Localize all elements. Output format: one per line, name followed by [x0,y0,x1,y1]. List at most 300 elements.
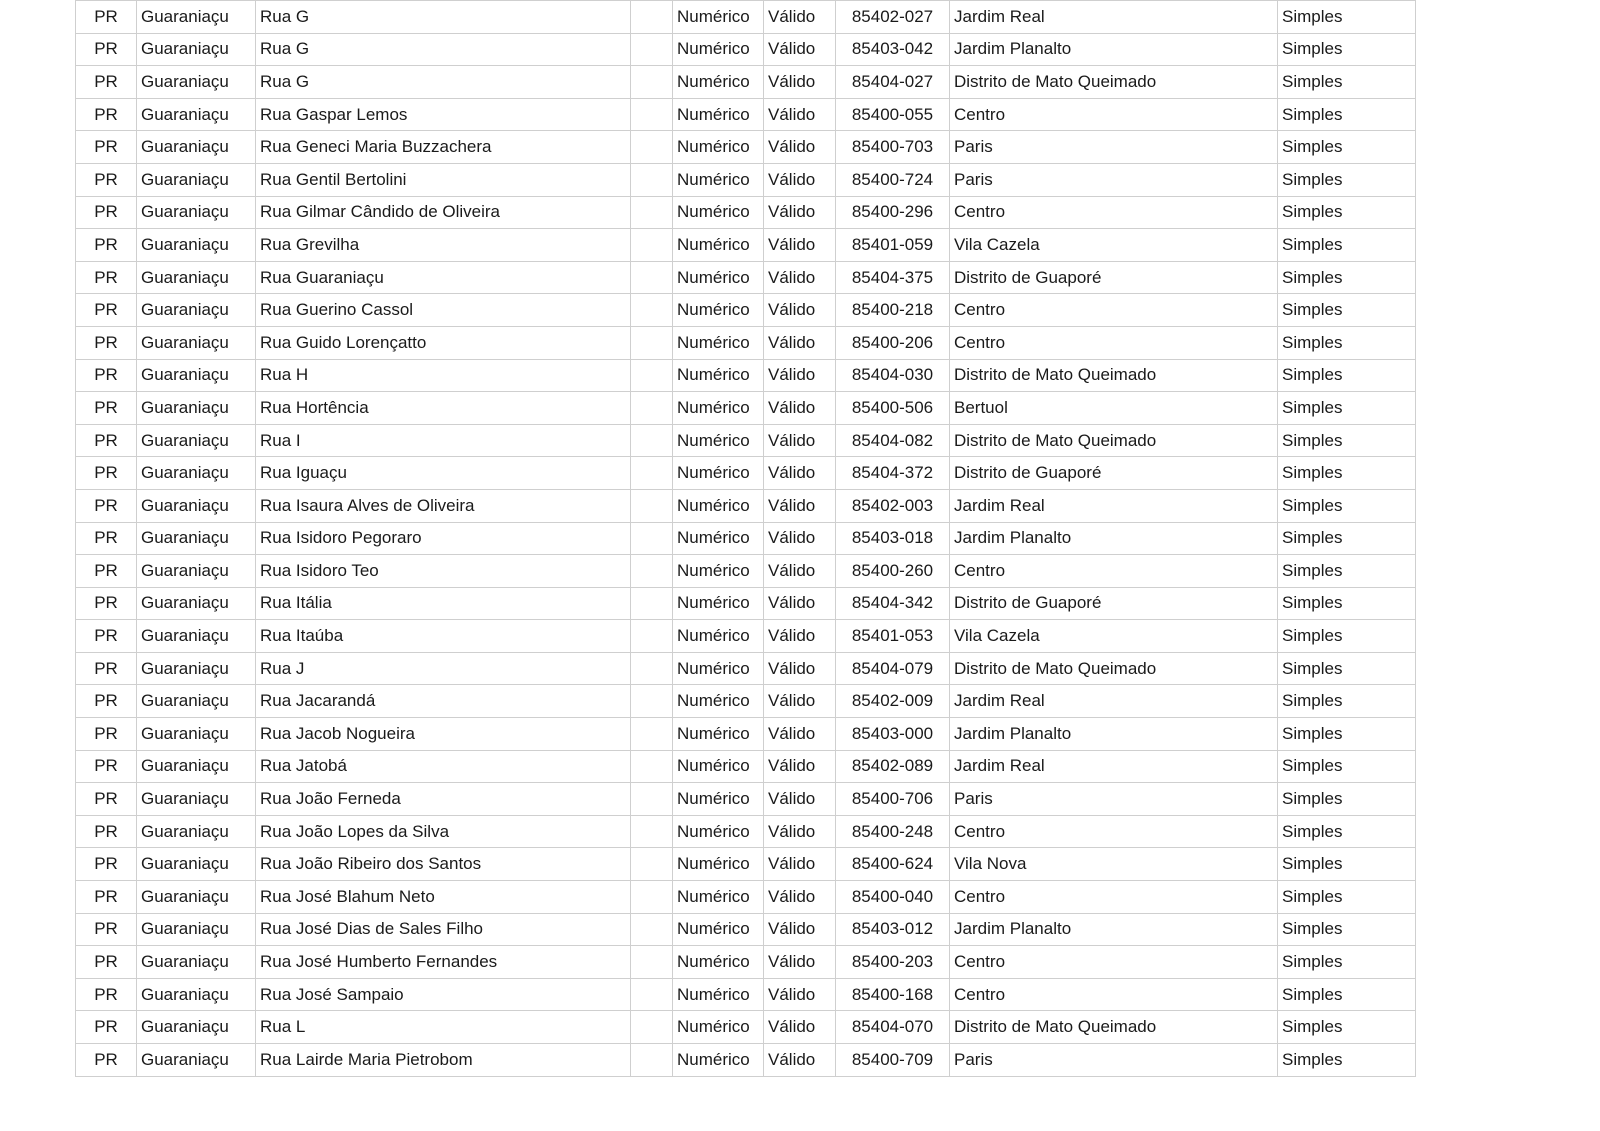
street-cell: Rua L [256,1011,631,1044]
neighborhood-cell: Distrito de Guaporé [950,261,1278,294]
complement-cell [631,620,673,653]
category-cell: Simples [1278,66,1416,99]
cep-cell: 85401-053 [836,620,950,653]
city-cell: Guaraniaçu [137,326,256,359]
complement-cell [631,163,673,196]
type-cell: Numérico [673,131,764,164]
cep-cell: 85404-082 [836,424,950,457]
cep-cell: 85400-055 [836,98,950,131]
neighborhood-cell: Jardim Planalto [950,718,1278,751]
city-cell: Guaraniaçu [137,359,256,392]
type-cell: Numérico [673,489,764,522]
status-cell: Válido [764,261,836,294]
complement-cell [631,815,673,848]
category-cell: Simples [1278,555,1416,588]
complement-cell [631,457,673,490]
status-cell: Válido [764,848,836,881]
cep-cell: 85404-070 [836,1011,950,1044]
neighborhood-cell: Jardim Planalto [950,913,1278,946]
status-cell: Válido [764,978,836,1011]
complement-cell [631,587,673,620]
address-table [75,0,1416,1077]
cep-cell: 85400-703 [836,131,950,164]
street-cell: Rua Jacarandá [256,685,631,718]
category-cell: Simples [1278,946,1416,979]
street-cell: Rua José Sampaio [256,978,631,1011]
type-cell: Numérico [673,33,764,66]
category-cell: Simples [1278,33,1416,66]
cep-cell: 85400-218 [836,294,950,327]
neighborhood-cell: Bertuol [950,392,1278,425]
neighborhood-cell: Vila Cazela [950,229,1278,262]
uf-cell: PR [76,1,137,34]
city-cell: Guaraniaçu [137,196,256,229]
uf-cell: PR [76,163,137,196]
street-cell: Rua Gaspar Lemos [256,98,631,131]
table-row [76,620,1416,653]
neighborhood-cell: Distrito de Mato Queimado [950,1011,1278,1044]
complement-cell [631,294,673,327]
neighborhood-cell: Distrito de Mato Queimado [950,424,1278,457]
cep-cell: 85402-003 [836,489,950,522]
street-cell: Rua Geneci Maria Buzzachera [256,131,631,164]
table-row [76,913,1416,946]
neighborhood-cell: Paris [950,131,1278,164]
neighborhood-cell: Paris [950,783,1278,816]
category-cell: Simples [1278,783,1416,816]
status-cell: Válido [764,1011,836,1044]
city-cell: Guaraniaçu [137,424,256,457]
street-cell: Rua José Dias de Sales Filho [256,913,631,946]
status-cell: Válido [764,457,836,490]
complement-cell [631,913,673,946]
status-cell: Válido [764,718,836,751]
uf-cell: PR [76,587,137,620]
cep-cell: 85400-248 [836,815,950,848]
city-cell: Guaraniaçu [137,946,256,979]
table-row [76,1,1416,34]
table-row [76,33,1416,66]
complement-cell [631,489,673,522]
table-row [76,587,1416,620]
street-cell: Rua G [256,1,631,34]
status-cell: Válido [764,815,836,848]
status-cell: Válido [764,196,836,229]
type-cell: Numérico [673,229,764,262]
complement-cell [631,98,673,131]
complement-cell [631,33,673,66]
status-cell: Válido [764,881,836,914]
table-row [76,783,1416,816]
neighborhood-cell: Distrito de Guaporé [950,587,1278,620]
type-cell: Numérico [673,815,764,848]
cep-cell: 85404-342 [836,587,950,620]
uf-cell: PR [76,359,137,392]
neighborhood-cell: Distrito de Mato Queimado [950,652,1278,685]
table-row [76,359,1416,392]
cep-cell: 85400-203 [836,946,950,979]
neighborhood-cell: Distrito de Mato Queimado [950,66,1278,99]
table-row [76,131,1416,164]
street-cell: Rua Jacob Nogueira [256,718,631,751]
type-cell: Numérico [673,685,764,718]
neighborhood-cell: Jardim Real [950,750,1278,783]
uf-cell: PR [76,1044,137,1077]
status-cell: Válido [764,66,836,99]
city-cell: Guaraniaçu [137,294,256,327]
category-cell: Simples [1278,294,1416,327]
type-cell: Numérico [673,1011,764,1044]
city-cell: Guaraniaçu [137,98,256,131]
category-cell: Simples [1278,1,1416,34]
uf-cell: PR [76,718,137,751]
city-cell: Guaraniaçu [137,783,256,816]
complement-cell [631,783,673,816]
uf-cell: PR [76,522,137,555]
status-cell: Válido [764,392,836,425]
city-cell: Guaraniaçu [137,913,256,946]
street-cell: Rua H [256,359,631,392]
status-cell: Válido [764,131,836,164]
type-cell: Numérico [673,848,764,881]
table-row [76,685,1416,718]
city-cell: Guaraniaçu [137,1,256,34]
street-cell: Rua G [256,66,631,99]
table-row [76,1011,1416,1044]
uf-cell: PR [76,652,137,685]
neighborhood-cell: Centro [950,294,1278,327]
complement-cell [631,555,673,588]
city-cell: Guaraniaçu [137,131,256,164]
city-cell: Guaraniaçu [137,587,256,620]
cep-cell: 85402-027 [836,1,950,34]
city-cell: Guaraniaçu [137,1044,256,1077]
table-row [76,66,1416,99]
status-cell: Válido [764,424,836,457]
category-cell: Simples [1278,359,1416,392]
status-cell: Válido [764,1044,836,1077]
uf-cell: PR [76,294,137,327]
complement-cell [631,392,673,425]
uf-cell: PR [76,815,137,848]
cep-cell: 85400-260 [836,555,950,588]
status-cell: Válido [764,555,836,588]
type-cell: Numérico [673,587,764,620]
uf-cell: PR [76,978,137,1011]
neighborhood-cell: Centro [950,946,1278,979]
cep-cell: 85400-706 [836,783,950,816]
category-cell: Simples [1278,163,1416,196]
category-cell: Simples [1278,229,1416,262]
neighborhood-cell: Distrito de Guaporé [950,457,1278,490]
type-cell: Numérico [673,913,764,946]
type-cell: Numérico [673,457,764,490]
complement-cell [631,522,673,555]
city-cell: Guaraniaçu [137,685,256,718]
category-cell: Simples [1278,620,1416,653]
type-cell: Numérico [673,783,764,816]
category-cell: Simples [1278,815,1416,848]
category-cell: Simples [1278,522,1416,555]
category-cell: Simples [1278,1044,1416,1077]
table-row [76,163,1416,196]
neighborhood-cell: Centro [950,326,1278,359]
neighborhood-cell: Centro [950,555,1278,588]
complement-cell [631,66,673,99]
category-cell: Simples [1278,750,1416,783]
complement-cell [631,359,673,392]
city-cell: Guaraniaçu [137,229,256,262]
street-cell: Rua Isaura Alves de Oliveira [256,489,631,522]
street-cell: Rua Guido Lorençatto [256,326,631,359]
status-cell: Válido [764,294,836,327]
neighborhood-cell: Centro [950,196,1278,229]
status-cell: Válido [764,98,836,131]
table-row [76,978,1416,1011]
street-cell: Rua José Humberto Fernandes [256,946,631,979]
complement-cell [631,718,673,751]
category-cell: Simples [1278,913,1416,946]
complement-cell [631,881,673,914]
street-cell: Rua Isidoro Pegoraro [256,522,631,555]
city-cell: Guaraniaçu [137,163,256,196]
category-cell: Simples [1278,881,1416,914]
cep-cell: 85403-000 [836,718,950,751]
city-cell: Guaraniaçu [137,457,256,490]
status-cell: Válido [764,489,836,522]
street-cell: Rua Jatobá [256,750,631,783]
category-cell: Simples [1278,587,1416,620]
city-cell: Guaraniaçu [137,261,256,294]
type-cell: Numérico [673,196,764,229]
street-cell: Rua Itália [256,587,631,620]
table-row [76,881,1416,914]
category-cell: Simples [1278,131,1416,164]
city-cell: Guaraniaçu [137,881,256,914]
neighborhood-cell: Vila Nova [950,848,1278,881]
complement-cell [631,326,673,359]
street-cell: Rua Guaraniaçu [256,261,631,294]
table-row [76,424,1416,457]
city-cell: Guaraniaçu [137,522,256,555]
neighborhood-cell: Jardim Planalto [950,522,1278,555]
city-cell: Guaraniaçu [137,1011,256,1044]
table-row [76,457,1416,490]
uf-cell: PR [76,1011,137,1044]
uf-cell: PR [76,66,137,99]
uf-cell: PR [76,131,137,164]
city-cell: Guaraniaçu [137,815,256,848]
street-cell: Rua Hortência [256,392,631,425]
cep-cell: 85400-168 [836,978,950,1011]
street-cell: Rua Gilmar Cândido de Oliveira [256,196,631,229]
cep-cell: 85400-624 [836,848,950,881]
city-cell: Guaraniaçu [137,978,256,1011]
complement-cell [631,424,673,457]
table-row [76,555,1416,588]
street-cell: Rua Isidoro Teo [256,555,631,588]
city-cell: Guaraniaçu [137,718,256,751]
neighborhood-cell: Jardim Real [950,1,1278,34]
cep-cell: 85402-089 [836,750,950,783]
type-cell: Numérico [673,620,764,653]
cep-cell: 85403-018 [836,522,950,555]
uf-cell: PR [76,489,137,522]
type-cell: Numérico [673,424,764,457]
complement-cell [631,131,673,164]
type-cell: Numérico [673,978,764,1011]
cep-cell: 85400-506 [836,392,950,425]
uf-cell: PR [76,848,137,881]
neighborhood-cell: Centro [950,881,1278,914]
type-cell: Numérico [673,261,764,294]
cep-cell: 85402-009 [836,685,950,718]
category-cell: Simples [1278,718,1416,751]
street-cell: Rua João Ferneda [256,783,631,816]
neighborhood-cell: Paris [950,1044,1278,1077]
status-cell: Válido [764,163,836,196]
category-cell: Simples [1278,685,1416,718]
neighborhood-cell: Distrito de Mato Queimado [950,359,1278,392]
uf-cell: PR [76,326,137,359]
neighborhood-cell: Jardim Real [950,489,1278,522]
complement-cell [631,946,673,979]
neighborhood-cell: Centro [950,98,1278,131]
street-cell: Rua G [256,33,631,66]
uf-cell: PR [76,392,137,425]
status-cell: Válido [764,229,836,262]
city-cell: Guaraniaçu [137,652,256,685]
uf-cell: PR [76,620,137,653]
type-cell: Numérico [673,163,764,196]
street-cell: Rua João Lopes da Silva [256,815,631,848]
status-cell: Válido [764,33,836,66]
table-row [76,294,1416,327]
complement-cell [631,229,673,262]
cep-cell: 85403-042 [836,33,950,66]
type-cell: Numérico [673,1044,764,1077]
uf-cell: PR [76,33,137,66]
table-row [76,392,1416,425]
cep-cell: 85404-372 [836,457,950,490]
street-cell: Rua Iguaçu [256,457,631,490]
category-cell: Simples [1278,98,1416,131]
table-row [76,815,1416,848]
category-cell: Simples [1278,196,1416,229]
uf-cell: PR [76,555,137,588]
complement-cell [631,978,673,1011]
status-cell: Válido [764,652,836,685]
type-cell: Numérico [673,718,764,751]
cep-cell: 85403-012 [836,913,950,946]
status-cell: Válido [764,946,836,979]
neighborhood-cell: Centro [950,815,1278,848]
type-cell: Numérico [673,522,764,555]
table-row [76,98,1416,131]
category-cell: Simples [1278,652,1416,685]
type-cell: Numérico [673,555,764,588]
type-cell: Numérico [673,750,764,783]
cep-cell: 85400-296 [836,196,950,229]
type-cell: Numérico [673,326,764,359]
uf-cell: PR [76,783,137,816]
city-cell: Guaraniaçu [137,33,256,66]
status-cell: Válido [764,359,836,392]
table-row [76,946,1416,979]
status-cell: Válido [764,620,836,653]
category-cell: Simples [1278,489,1416,522]
neighborhood-cell: Paris [950,163,1278,196]
uf-cell: PR [76,229,137,262]
uf-cell: PR [76,685,137,718]
status-cell: Válido [764,750,836,783]
category-cell: Simples [1278,1011,1416,1044]
city-cell: Guaraniaçu [137,489,256,522]
uf-cell: PR [76,457,137,490]
status-cell: Válido [764,913,836,946]
category-cell: Simples [1278,978,1416,1011]
type-cell: Numérico [673,359,764,392]
status-cell: Válido [764,587,836,620]
city-cell: Guaraniaçu [137,750,256,783]
type-cell: Numérico [673,392,764,425]
table-row [76,229,1416,262]
table-row [76,326,1416,359]
neighborhood-cell: Vila Cazela [950,620,1278,653]
street-cell: Rua Itaúba [256,620,631,653]
uf-cell: PR [76,946,137,979]
cep-cell: 85400-709 [836,1044,950,1077]
cep-cell: 85404-027 [836,66,950,99]
city-cell: Guaraniaçu [137,66,256,99]
complement-cell [631,685,673,718]
status-cell: Válido [764,522,836,555]
complement-cell [631,261,673,294]
category-cell: Simples [1278,392,1416,425]
city-cell: Guaraniaçu [137,620,256,653]
city-cell: Guaraniaçu [137,392,256,425]
type-cell: Numérico [673,652,764,685]
complement-cell [631,1,673,34]
type-cell: Numérico [673,881,764,914]
category-cell: Simples [1278,457,1416,490]
street-cell: Rua Lairde Maria Pietrobom [256,1044,631,1077]
street-cell: Rua I [256,424,631,457]
cep-cell: 85404-079 [836,652,950,685]
street-cell: Rua Grevilha [256,229,631,262]
uf-cell: PR [76,98,137,131]
status-cell: Válido [764,326,836,359]
complement-cell [631,196,673,229]
street-cell: Rua J [256,652,631,685]
city-cell: Guaraniaçu [137,555,256,588]
complement-cell [631,652,673,685]
table-row [76,848,1416,881]
uf-cell: PR [76,881,137,914]
status-cell: Válido [764,783,836,816]
type-cell: Numérico [673,66,764,99]
table-row [76,261,1416,294]
table-row [76,1044,1416,1077]
category-cell: Simples [1278,848,1416,881]
type-cell: Numérico [673,98,764,131]
category-cell: Simples [1278,326,1416,359]
status-cell: Válido [764,1,836,34]
neighborhood-cell: Jardim Real [950,685,1278,718]
category-cell: Simples [1278,261,1416,294]
complement-cell [631,1011,673,1044]
cep-cell: 85400-206 [836,326,950,359]
